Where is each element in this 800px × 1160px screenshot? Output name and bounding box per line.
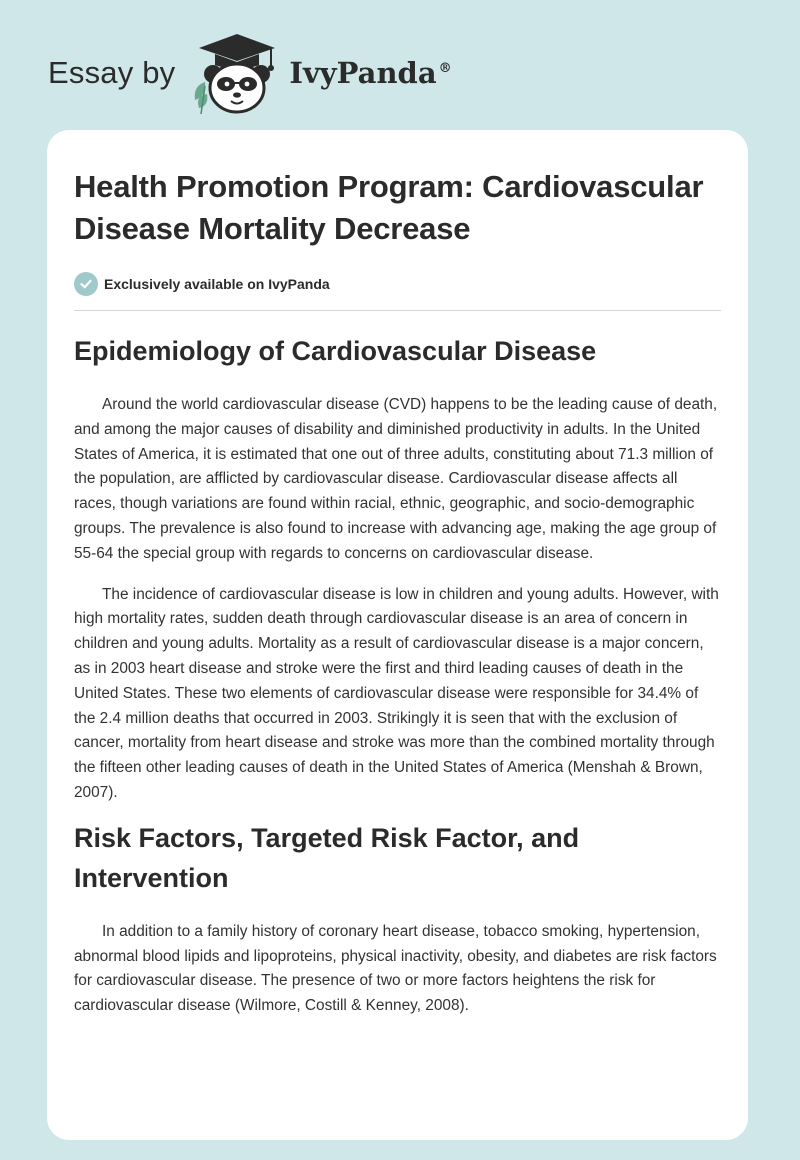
page-title: Health Promotion Program: Cardiovascular Disease Mortality Decrease <box>74 169 704 246</box>
paragraph: In addition to a family history of coronary heart disease, tobacco smoking, hypertension, abnormal blood lipids and lipoproteins, physical inactivity, obesity, and diabetes are risk factors for cardiovascular disease. The presence of two or more factors heightens the risk for cardiovascular disease (Wilmore, Costill & Kenney, 2008). <box>74 922 717 1015</box>
check-icon <box>74 272 98 296</box>
brand-name[interactable] <box>289 56 451 90</box>
registered-mark: ® <box>438 61 452 77</box>
paragraph: The incidence of cardiovascular disease is low in children and young adults. However, with high mortality rates, sudden death through cardiovascular disease is an area of concern in children and young adults. Mortality as a result of cardiovascular disease is a major concern, as in 2003 heart disease and stroke were the first and third leading causes of death in the United States. These two elements of cardiovascular disease were responsible for 34.4% of the 2.4 million deaths that occurred in 2003. Strikingly it is seen that with the exclusion of cancer, mortality from heart disease and stroke was more than the combined mortality through the fifteen other leading causes of death in the United States of America (Menshah & Brown, 2007). <box>74 585 719 801</box>
exclusive-label: Exclusively available on IvyPanda <box>104 276 330 292</box>
section-heading-risk-factors: Risk Factors, Targeted Risk Factor, and Intervention <box>74 822 580 893</box>
exclusive-badge <box>74 272 721 296</box>
brand-prefix: Essay by <box>48 55 176 90</box>
paragraph: Around the world cardiovascular disease (CVD) happens to be the leading cause of death, and among the major causes of disability and diminished productivity in adults. In the United States of America, it is estimated that one out of three adults, constituting about 71.3 million of the population, are afflicted by cardiovascular disease. Cardiovascular disease affects all races, though variations are found within racial, ethnic, geographic, and socio-demographic groups. The prevalence is also found to increase with advancing age, making the age group of 55-64 the special group with regards to concerns on cardiovascular disease. <box>74 396 718 562</box>
brand-header <box>48 28 452 118</box>
divider <box>74 310 721 311</box>
brand-name-text: IvyPanda <box>289 56 437 90</box>
panda-logo-icon[interactable] <box>191 30 283 116</box>
essay-card <box>47 130 748 1140</box>
section-heading-epidemiology: Epidemiology of Cardiovascular Disease <box>74 336 597 366</box>
